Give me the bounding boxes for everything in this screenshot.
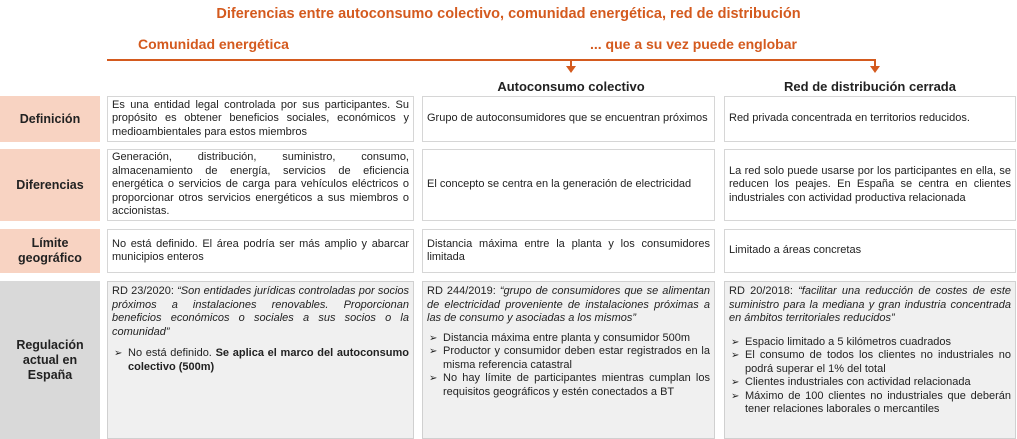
cell-text: Distancia máxima entre la planta y los consumidores limitada bbox=[427, 237, 710, 263]
cell-text: Generación, distribución, suministro, consumo, almacenamiento de energía, servicios de eficiencia energética o servicios de carga para vehículos eléctricos o proporcionar otros servicios energéticos a sus miembros o accionistas. bbox=[112, 151, 409, 218]
list-item: ➢ Distancia máxima entre planta y consumidor 500m bbox=[427, 332, 710, 346]
cell-definicion-comunidad bbox=[107, 96, 414, 142]
regulation-quote: “grupo de consumidores que se alimentan de electricidad proveniente de instalaciones próximas a las de consumo y asociadas a los mismos” bbox=[427, 285, 710, 324]
subhead-comunidad: Comunidad energética bbox=[138, 36, 289, 52]
cell-limite-red bbox=[724, 229, 1016, 273]
bullet-list bbox=[729, 336, 1011, 417]
regulation-ref: RD 20/2018: bbox=[729, 285, 793, 297]
cell-diferencias-red bbox=[724, 149, 1016, 221]
arrow-down-icon bbox=[870, 66, 880, 73]
column-header-autoconsumo: Autoconsumo colectivo bbox=[497, 79, 645, 94]
cell-diferencias-autoconsumo bbox=[422, 149, 715, 221]
cell-regulacion-red bbox=[724, 281, 1016, 439]
list-item bbox=[112, 347, 409, 374]
bullet-list bbox=[112, 347, 409, 374]
cell-text: Grupo de autoconsumidores que se encuentran próximos bbox=[427, 112, 708, 125]
row-label-diferencias: Diferencias bbox=[0, 149, 100, 221]
column-header-red-distribucion: Red de distribución cerrada bbox=[784, 79, 956, 94]
cell-text: Red privada concentrada en territorios reducidos. bbox=[729, 112, 970, 125]
list-item: ➢ Clientes industriales con actividad relacionada bbox=[729, 376, 1011, 390]
regulation-quote: “Son entidades jurídicas controladas por socios próximos a instalaciones renovables. Proporcionan beneficios económicos o sociales a sus socios o la comunidad” bbox=[112, 285, 410, 338]
list-item: ➢ El consumo de todos los clientes no industriales no podrá superar el 1% del total bbox=[729, 349, 1011, 376]
list-item: ➢ Espacio limitado a 5 kilómetros cuadrados bbox=[729, 336, 1011, 350]
bracket-drop-col3 bbox=[874, 59, 876, 66]
cell-regulacion-autoconsumo bbox=[422, 281, 715, 439]
arrow-down-icon bbox=[566, 66, 576, 73]
cell-text: La red solo puede usarse por los participantes en ella, se reducen los peajes. En España se centra en clientes industriales con actividad productiva relacionada bbox=[729, 164, 1011, 204]
cell-limite-comunidad bbox=[107, 229, 414, 273]
regulation-ref: RD 23/2020: bbox=[112, 285, 174, 297]
bullet-text-bold: Se aplica el marco del autoconsumo colectivo (500m) bbox=[128, 347, 409, 373]
cell-regulacion-comunidad bbox=[107, 281, 414, 439]
cell-definicion-autoconsumo bbox=[422, 96, 715, 142]
list-item: ➢ Productor y consumidor deben estar registrados en la misma referencia catastral bbox=[427, 345, 710, 372]
bracket-line bbox=[107, 59, 875, 61]
regulation-ref: RD 244/2019: bbox=[427, 285, 496, 297]
cell-limite-autoconsumo bbox=[422, 229, 715, 273]
regulation-quote: “facilitar una reducción de costes de este suministro para la mediana y gran industria concentrada en ámbitos territoriales reducidos” bbox=[729, 285, 1011, 324]
list-item: ➢ No hay límite de participantes mientras cumplan los requisitos geográficos y estén conectados a BT bbox=[427, 372, 710, 399]
subhead-englobar: ... que a su vez puede englobar bbox=[590, 36, 797, 52]
bullet-list bbox=[427, 332, 710, 400]
cell-text: No está definido. El área podría ser más amplio y abarcar municipios enteros bbox=[112, 237, 409, 263]
bullet-text: No está definido. bbox=[128, 347, 212, 359]
cell-definicion-red bbox=[724, 96, 1016, 142]
cell-text: Es una entidad legal controlada por sus participantes. Su propósito es obtener beneficios sociales, económicos y medioambientales para estos miembros bbox=[112, 98, 409, 138]
page-title: Diferencias entre autoconsumo colectivo, comunidad energética, red de distribución bbox=[216, 6, 801, 22]
bracket-drop-col2 bbox=[570, 59, 572, 66]
cell-diferencias-comunidad bbox=[107, 149, 414, 221]
cell-text: Limitado a áreas concretas bbox=[729, 244, 862, 257]
row-label-regulacion: Regulación actual en España bbox=[0, 281, 100, 439]
row-label-definicion: Definición bbox=[0, 96, 100, 142]
cell-text: El concepto se centra en la generación de electricidad bbox=[427, 178, 692, 191]
list-item: ➢ Máximo de 100 clientes no industriales que deberán tener relaciones laborales o mercantiles bbox=[729, 390, 1011, 417]
row-label-limite: Límite geográfico bbox=[0, 229, 100, 273]
